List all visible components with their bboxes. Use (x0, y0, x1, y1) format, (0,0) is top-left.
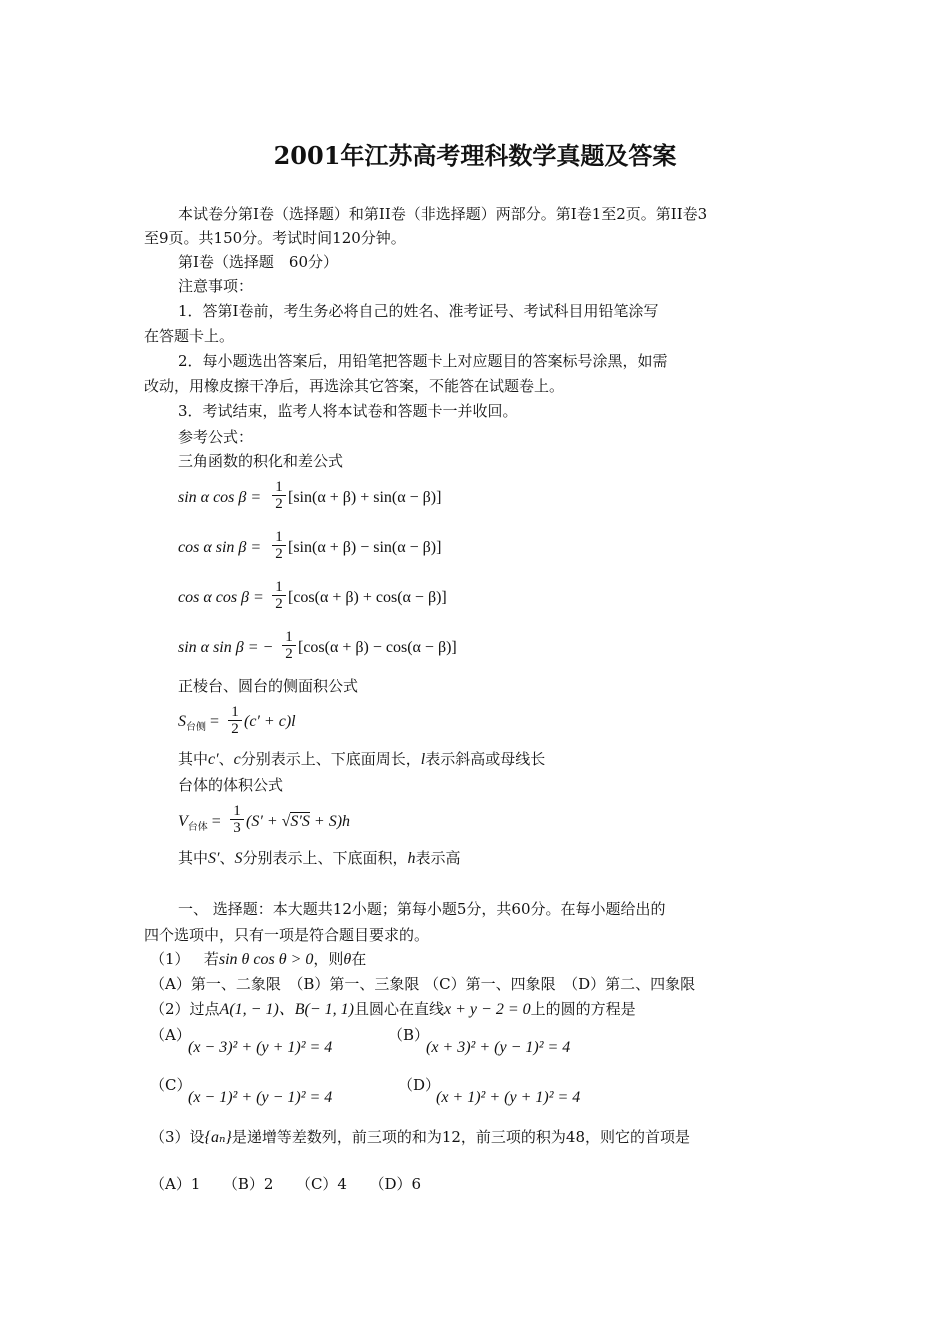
lateral-area-note: 其中c′、c分别表示上、下底面周长，l表示斜高或母线长 (178, 750, 546, 768)
volume-note: 其中S′、S分别表示上、下底面积，h表示高 (178, 849, 461, 867)
formula-lhs: sin α sin β = − (178, 639, 274, 656)
fraction-half: $\frac{1}{2}$ (272, 529, 286, 562)
fraction-third: $\frac{1}{3}$ (230, 803, 244, 836)
lateral-area-rhs: (c′ + c)l (244, 713, 296, 730)
page-title: 2001年江苏高考理科数学真题及答案 (273, 141, 677, 170)
option-label: （A） (150, 1026, 191, 1044)
intro-line: 本试卷分第I卷（选择题）和第II卷（非选择题）两部分。第I卷1至2页。第II卷3 (178, 205, 708, 223)
section-heading: 第I卷（选择题 60分） (178, 253, 339, 271)
question-1: （1） 若sin θ cos θ > 0，则θ在 (150, 950, 367, 968)
option-label: （D） (398, 1076, 441, 1094)
option-d: (x + 1)² + (y + 1)² = 4 (436, 1089, 581, 1106)
part1-heading: 四个选项中，只有一项是符合题目要求的。 (144, 926, 430, 944)
option-b: (x + 3)² + (y − 1)² = 4 (426, 1039, 571, 1056)
fraction-half: $\frac{1}{2}$ (272, 479, 286, 512)
formula-rhs: [cos(α + β) + cos(α − β)] (288, 589, 447, 606)
formula-lhs: sin α cos β = (178, 489, 262, 506)
note-item: 1．答第I卷前，考生务必将自己的姓名、准考证号、考试科目用铅笔涂写 (178, 302, 659, 320)
notes-heading: 注意事项： (178, 277, 254, 295)
option-label: （C） (150, 1076, 192, 1094)
question-3: （3）设{aₙ}是递增等差数列，前三项的和为12，前三项的积为48，则它的首项是 (150, 1128, 691, 1146)
formula-rhs: [cos(α + β) − cos(α − β)] (298, 639, 457, 656)
volume-formula: $V_{台体}$ = (178, 813, 221, 833)
ref-heading: 参考公式： (178, 428, 254, 446)
intro-line: 至9页。共150分。考试时间120分钟。 (144, 229, 406, 247)
formula-rhs: [sin(α + β) + sin(α − β)] (288, 489, 442, 506)
option-label: （B） (388, 1026, 430, 1044)
trig-heading: 三角函数的积化和差公式 (178, 452, 344, 470)
lateral-area-formula: $S_{台侧}$ = (178, 713, 220, 733)
formula-lhs: cos α sin β = (178, 539, 262, 556)
question-1-options: （A）第一、二象限 （B）第一、三象限 （C）第一、四象限 （D）第二、四象限 (150, 975, 696, 993)
fraction-half: $\frac{1}{2}$ (282, 629, 296, 662)
question-3-options: （A）1 （B）2 （C）4 （D）6 (150, 1175, 422, 1193)
fraction-half: $\frac{1}{2}$ (272, 579, 286, 612)
note-item: 改动，用橡皮擦干净后，再选涂其它答案，不能答在试题卷上。 (144, 377, 565, 395)
option-c: (x − 1)² + (y − 1)² = 4 (188, 1089, 333, 1106)
volume-heading: 台体的体积公式 (178, 776, 284, 794)
note-item: 2．每小题选出答案后，用铅笔把答题卡上对应题目的答案标号涂黑，如需 (178, 352, 668, 370)
formula-lhs: cos α cos β = (178, 589, 264, 606)
option-a: (x − 3)² + (y + 1)² = 4 (188, 1039, 333, 1056)
note-item: 3．考试结束，监考人将本试卷和答题卡一并收回。 (178, 402, 518, 420)
question-2: （2）过点A(1, − 1)、B(− 1, 1)且圆心在直线x + y − 2 = 0上的圆的方程是 (150, 1000, 636, 1018)
frustum-heading: 正棱台、圆台的侧面积公式 (178, 677, 359, 695)
note-item: 在答题卡上。 (144, 327, 235, 345)
fraction-half: $\frac{1}{2}$ (228, 704, 242, 737)
volume-rhs: (S′ + √S′S + S)h (246, 813, 351, 830)
part1-heading: 一、 选择题：本大题共12小题；第每小题5分，共60分。在每小题给出的 (178, 900, 666, 918)
formula-rhs: [sin(α + β) − sin(α − β)] (288, 539, 442, 556)
